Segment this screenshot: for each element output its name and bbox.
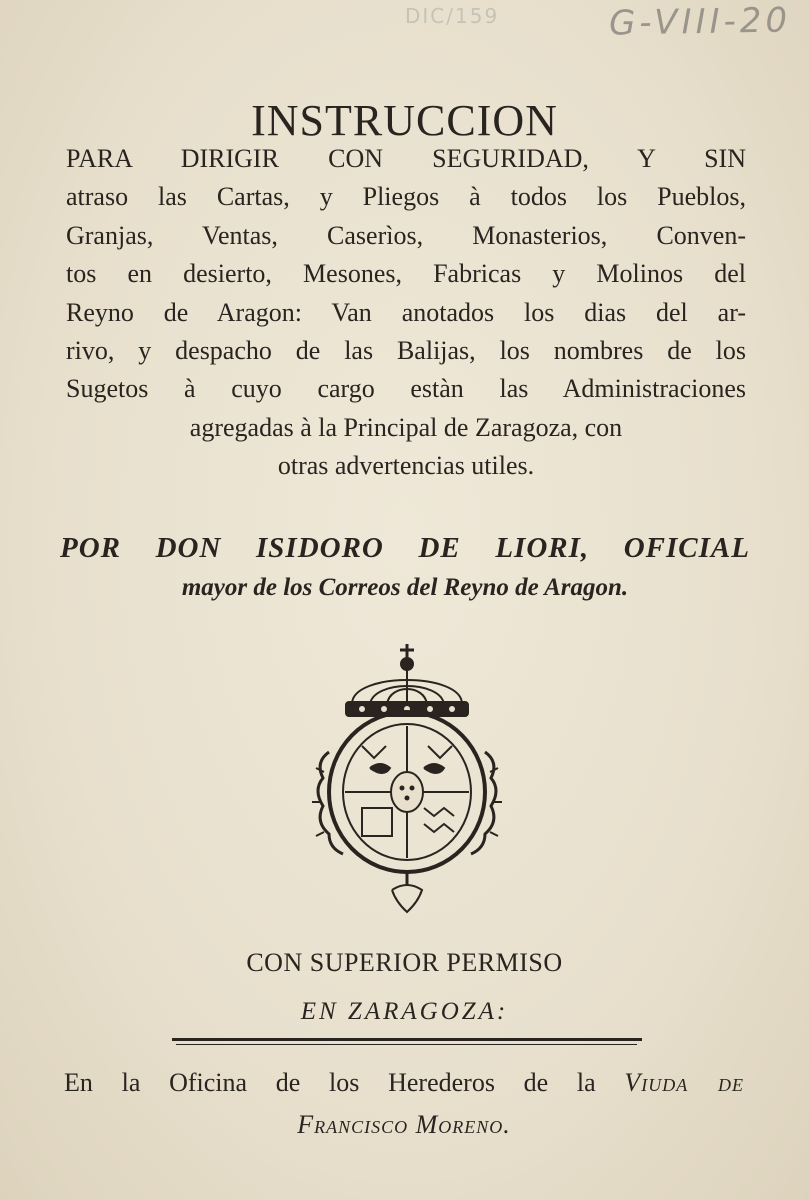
author-line: mayor de los Correos del Reyno de Aragon. bbox=[181, 574, 629, 601]
permission-notice: CON SUPERIOR PERMISO bbox=[246, 948, 563, 977]
coat-of-arms-emblem bbox=[312, 642, 502, 916]
book-subtitle bbox=[66, 140, 746, 486]
author-statement bbox=[60, 528, 750, 608]
subtitle-line: Granjas, Ventas, Caserìos, Monasterios, Conven- bbox=[66, 220, 746, 250]
book-title: INSTRUCCION bbox=[251, 96, 558, 146]
subtitle-line: PARA DIRIGIR CON SEGURIDAD, Y SIN bbox=[66, 144, 746, 173]
subtitle-line: agregadas à la Principal de Zaragoza, con bbox=[189, 412, 623, 442]
imprint-place: EN ZARAGOZA: bbox=[300, 998, 509, 1025]
subtitle-line: otras advertencias utiles. bbox=[277, 451, 535, 481]
library-stamp: DIC/159 bbox=[405, 4, 500, 28]
subtitle-line: rivo, y despacho de las Balijas, los nombres de los bbox=[66, 336, 746, 366]
imprint-printer: En la Oficina de los Herederos de la bbox=[64, 1068, 625, 1097]
imprint bbox=[64, 1062, 744, 1146]
imprint-printer-name: Viuda de bbox=[624, 1068, 744, 1097]
subtitle-line: Sugetos à cuyo cargo estàn las Administraciones bbox=[66, 374, 746, 404]
subtitle-line: atraso las Cartas, y Pliegos à todos los Pueblos, bbox=[66, 182, 746, 212]
imprint-line bbox=[64, 1062, 744, 1104]
subtitle-line: Reyno de Aragon: Van anotados los dias del ar- bbox=[66, 297, 746, 327]
subtitle-line: tos en desierto, Mesones, Fabricas y Molinos del bbox=[66, 259, 746, 289]
double-rule-divider bbox=[172, 1038, 642, 1048]
shelfmark: G-VIII-20 bbox=[608, 0, 792, 44]
imprint-printer-name-cont: Francisco Moreno. bbox=[297, 1110, 511, 1139]
author-line: POR DON ISIDORO DE LIORI, OFICIAL bbox=[60, 532, 750, 564]
